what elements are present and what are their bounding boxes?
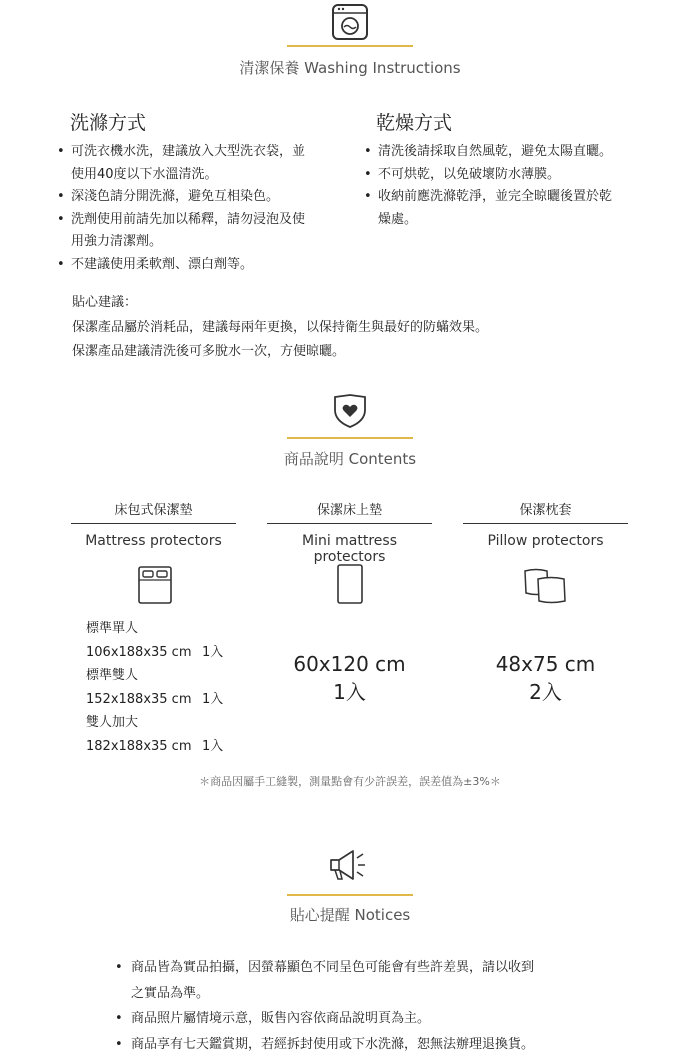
wash-method-title: 洗滌方式: [70, 108, 146, 135]
list-item: • 不建議使用柔軟劑、漂白劑等。: [57, 254, 317, 277]
washing-section-title: 清潔保養 Washing Instructions: [0, 57, 700, 78]
product-header-mattress: 床包式保潔墊: [71, 499, 236, 518]
tips-title: 貼心建議：: [72, 291, 632, 316]
pillow-qty: 2入: [463, 678, 628, 706]
list-item: • 商品皆為實品拍攝，因螢幕顯色不同呈色可能會有些許差異，請以收到之實品為準。: [115, 955, 545, 1006]
tips-line: 保潔產品建議清洗後可多脫水一次，方便晾曬。: [72, 340, 632, 365]
size-name: 標準單人: [86, 617, 266, 641]
contents-section-title: 商品說明 Contents: [0, 448, 700, 469]
wash-method-list: [57, 141, 317, 276]
size-qty: 1入: [202, 692, 223, 707]
size-dimension: 182x188x35 cm: [86, 735, 202, 759]
tips-line: 保潔產品屬於消耗品，建議每兩年更換，以保持衛生與最好的防蟎效果。: [72, 316, 632, 341]
product-header-mini: 保潔床上墊: [267, 499, 432, 518]
column-divider: [267, 523, 432, 524]
column-divider: [71, 523, 236, 524]
column-divider: [463, 523, 628, 524]
list-item: • 收納前應洗滌乾淨，並完全晾曬後置於乾燥處。: [364, 186, 618, 231]
size-dimension: 106x188x35 cm: [86, 641, 202, 665]
list-item: • 不可烘乾，以免破壞防水薄膜。: [364, 164, 664, 187]
list-item: • 商品照片屬情境示意，販售內容依商品說明頁為主。: [115, 1006, 631, 1032]
size-qty: 1入: [202, 645, 223, 660]
pillow-size: 48x75 cm: [463, 650, 628, 678]
measurement-note: ＊商品因屬手工縫製，測量點會有少許誤差，誤差值為±3%＊: [0, 773, 700, 789]
megaphone-icon: [0, 846, 700, 886]
size-name: 雙人加大: [86, 711, 266, 735]
size-dimension: 152x188x35 cm: [86, 688, 202, 712]
dry-method-title: 乾燥方式: [376, 108, 452, 135]
washing-machine-icon: [0, 3, 700, 41]
mini-qty: 1入: [267, 678, 432, 706]
list-item: • 商品享有七天鑑賞期，若經拆封使用或下水洗滌，恕無法辦理退換貨。: [115, 1032, 631, 1057]
double-bed-icon: [137, 565, 173, 609]
mattress-size-list: [86, 617, 266, 758]
size-row: [86, 688, 266, 712]
product-header-pillow: 保潔枕套: [463, 499, 628, 518]
size-row: [86, 735, 266, 759]
mini-size: 60x120 cm: [267, 650, 432, 678]
notices-section-title: 貼心提醒 Notices: [0, 904, 700, 925]
care-tips: [72, 291, 632, 365]
product-name-en: Mini mattress protectors: [267, 533, 432, 565]
section-divider: [287, 45, 413, 47]
size-name: 標準雙人: [86, 664, 266, 688]
notices-list: [115, 955, 545, 1057]
pillow-icon: [522, 565, 568, 609]
shield-heart-icon: [0, 393, 700, 429]
size-row: [86, 641, 266, 665]
product-name-en: Pillow protectors: [463, 533, 628, 549]
section-divider: [287, 894, 413, 896]
size-qty: 1入: [202, 739, 223, 754]
list-item: • 深淺色請分開洗滌，避免互相染色。: [57, 186, 317, 209]
list-item: • 洗劑使用前請先加以稀釋，請勿浸泡及使用強力清潔劑。: [57, 209, 317, 254]
product-name-en: Mattress protectors: [71, 533, 236, 549]
dry-method-list: [364, 141, 664, 231]
list-item: • 清洗後請採取自然風乾，避免太陽直曬。: [364, 141, 664, 164]
section-divider: [287, 437, 413, 439]
list-item: • 可洗衣機水洗，建議放入大型洗衣袋，並使用40度以下水溫清洗。: [57, 141, 317, 186]
mattress-pad-icon: [336, 563, 364, 609]
